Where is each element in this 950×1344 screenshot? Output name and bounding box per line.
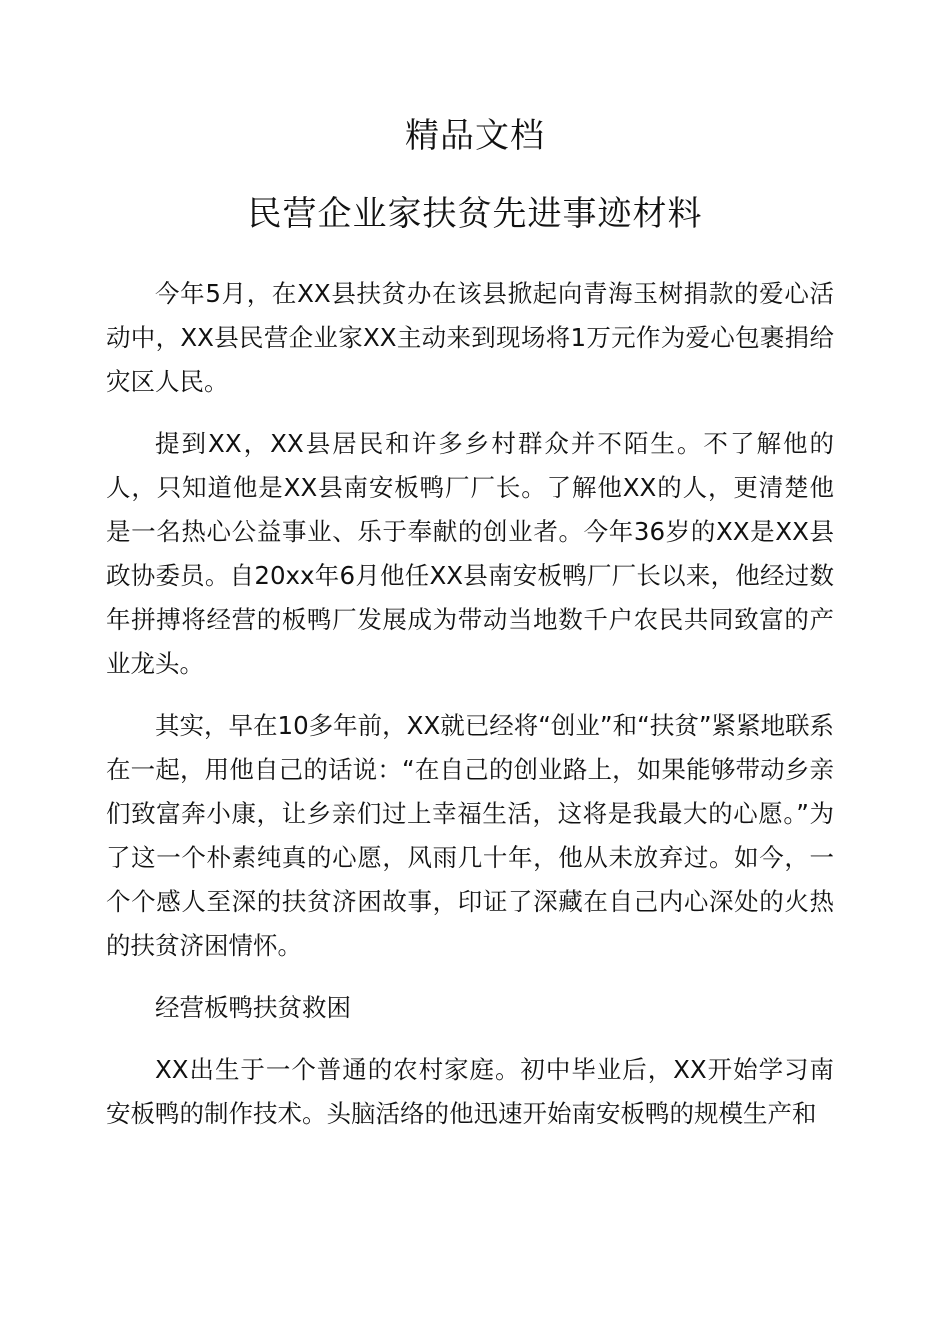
paragraph-donation: 今年5月，在XX县扶贫办在该县掀起向青海玉树捐款的爱心活动中，XX县民营企业家XX主动来到现场将1万元作为爱心包裹捐给灾区人民。 — [106, 279, 834, 396]
section-heading: 经营板鸭扶贫救困 — [155, 993, 351, 1022]
paragraph-motivation: 其实，早在10多年前，XX就已经将“创业”和“扶贫”紧紧地联系在一起，用他自己的话说：“在自己的创业路上，如果能够带动乡亲们致富奔小康，让乡亲们过上幸福生活，这将是我最大的心愿。”为了这一个朴素纯真的心愿，风雨几十年，他从未放弃过。如今，一个个感人至深的扶贫济困故事，印证了深藏在自己内心深处的火热的扶贫济困情怀。 — [106, 711, 835, 960]
document-title: 民营企业家扶贫先进事迹材料 — [247, 194, 703, 234]
header-title: 精品文档 — [405, 116, 545, 156]
document-body — [106, 272, 834, 1154]
paragraph-introduction: 提到XX，XX县居民和许多乡村群众并不陌生。不了解他的人，只知道他是XX县南安板鸭厂厂长。了解他XX的人，更清楚他是一名热心公益事业、乐于奉献的创业者。今年36岁的XX是XX县政协委员。自20xx年6月他任XX县南安板鸭厂厂长以来，他经过数年拼搏将经营的板鸭厂发展成为带动当地数千户农民共同致富的产业龙头。 — [106, 429, 834, 678]
paragraph-background: XX出生于一个普通的农村家庭。初中毕业后，XX开始学习南安板鸭的制作技术。头脑活络的他迅速开始南安板鸭的规模生产和 — [106, 1055, 834, 1128]
